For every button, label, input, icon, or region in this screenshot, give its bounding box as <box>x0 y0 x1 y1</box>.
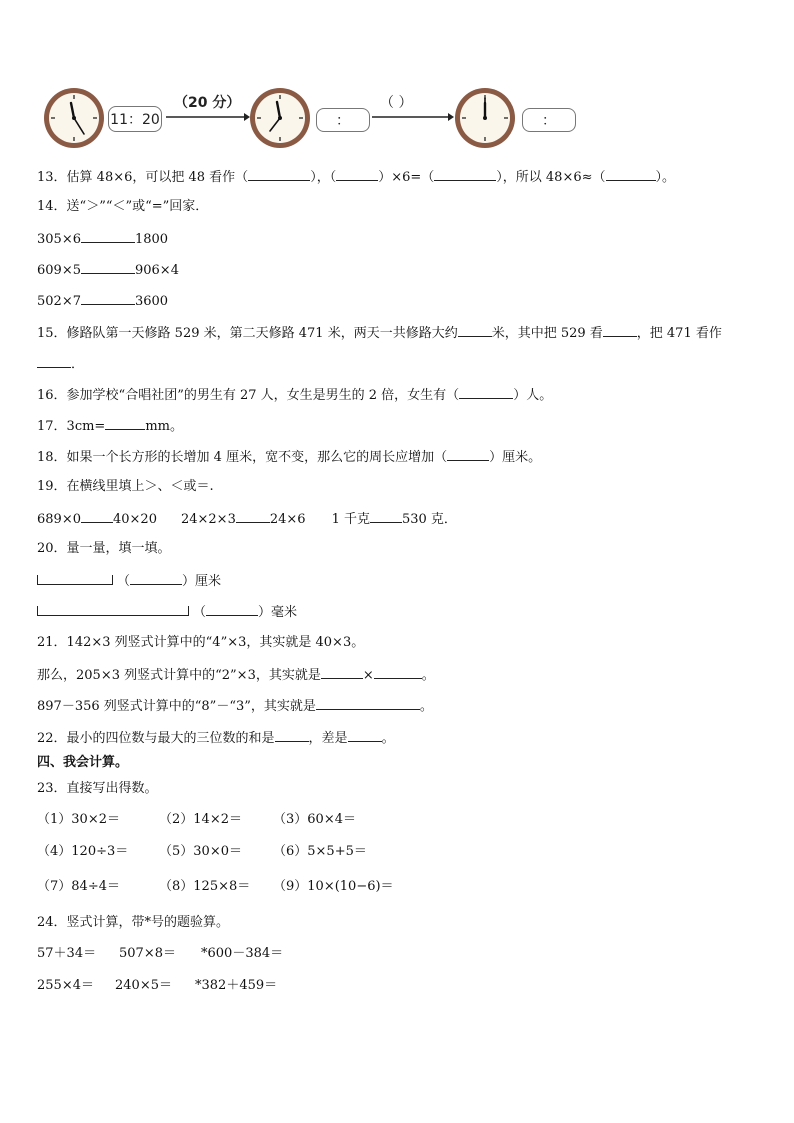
section-4-title: 四、我会计算。 <box>37 755 129 770</box>
q14-row-2-right: 906×4 <box>134 263 179 278</box>
clock-problem-row <box>42 86 602 152</box>
clock-icon-3 <box>453 86 517 150</box>
question-21-line-3 <box>37 696 433 716</box>
q14-blank-2[interactable] <box>81 260 135 274</box>
q21-line-3-b: 。 <box>419 699 433 714</box>
q23-item-7: （7）84÷4＝ <box>37 879 120 894</box>
q13-text-c: ）×6=（ <box>378 170 435 185</box>
q14-row-3-right: 3600 <box>134 294 169 309</box>
q24-item-4: 255×4＝ <box>37 978 94 993</box>
question-21-line-2 <box>37 665 435 685</box>
q21-blank-3[interactable] <box>316 696 420 710</box>
q23-row-2 <box>37 843 367 861</box>
q15-text-b: 米，其中把 529 看 <box>491 326 603 341</box>
q23-item-3: （3）60×4＝ <box>273 812 356 827</box>
question-15-cont <box>37 354 84 374</box>
q23-item-4: （4）120÷3＝ <box>37 844 129 859</box>
ruler-segment-long <box>37 603 189 616</box>
q13-blank-3[interactable] <box>434 167 496 181</box>
q22-text-b: ，差是 <box>308 731 348 746</box>
question-22 <box>37 728 395 748</box>
q19-item-2-right: 24×6 <box>269 512 306 527</box>
question-17 <box>37 416 183 436</box>
q15-text-d: ． <box>71 357 85 372</box>
q13-blank-4[interactable] <box>606 167 656 181</box>
q19-blank-2[interactable] <box>236 509 270 523</box>
q22-blank-2[interactable] <box>348 728 382 742</box>
q16-text-a: 16．参加学校“合唱社团”的男生有 27 人，女生是男生的 2 倍，女生有（ <box>37 388 460 403</box>
clock-icon-2 <box>248 86 312 150</box>
q15-blank-3[interactable] <box>37 354 71 368</box>
q24-item-3: *600－384＝ <box>201 946 284 961</box>
q24-item-1: 57＋34＝ <box>37 946 97 961</box>
q13-text-b: ），（ <box>310 170 337 185</box>
question-23-title: 23．直接写出得数。 <box>37 781 158 796</box>
clock-icon-1 <box>42 86 106 150</box>
q21-line-3-a: 897－356 列竖式计算中的“8”－“3”，其实就是 <box>37 699 316 714</box>
q24-item-5: 240×5＝ <box>115 978 172 993</box>
question-20-title: 20．量一量，填一填。 <box>37 541 171 556</box>
interval-label-2: （ ） <box>380 95 413 111</box>
q19-item-2-left: 24×2×3 <box>180 512 236 527</box>
q22-text-a: 22．最小的四位数与最大的三位数的和是 <box>37 731 275 746</box>
q20-row-1-open: （ <box>117 574 131 589</box>
q22-blank-1[interactable] <box>275 728 309 742</box>
arrow-icon-2 <box>372 112 454 122</box>
q21-blank-2[interactable] <box>374 665 422 679</box>
q20-blank-2[interactable] <box>206 602 258 616</box>
q20-row-1 <box>37 571 221 591</box>
question-14-title: 14．送“＞”“＜”或“=”回家． <box>37 199 209 214</box>
q13-text-e: ）。 <box>655 170 676 185</box>
q21-line-2-c: 。 <box>421 668 435 683</box>
q13-blank-1[interactable] <box>248 167 310 181</box>
q17-text-b: mm。 <box>145 419 183 434</box>
q20-row-1-close: ）厘米 <box>182 574 222 589</box>
q19-blank-1[interactable] <box>81 509 113 523</box>
question-24-title: 24．竖式计算，带*号的题验算。 <box>37 915 230 930</box>
q23-item-8: （8）125×8＝ <box>159 879 251 894</box>
q14-row-1-left: 305×6 <box>37 232 81 247</box>
q14-blank-3[interactable] <box>81 291 135 305</box>
arrow-icon-1 <box>166 112 250 122</box>
q17-blank[interactable] <box>105 416 145 430</box>
q21-blank-1[interactable] <box>321 665 363 679</box>
q14-row-3-left: 502×7 <box>37 294 81 309</box>
q20-row-2-open: （ <box>193 605 207 620</box>
question-13 <box>37 167 675 187</box>
q20-blank-1[interactable] <box>130 571 182 585</box>
q22-text-c: 。 <box>381 731 395 746</box>
q14-row-1-right: 1800 <box>134 232 169 247</box>
q15-blank-1[interactable] <box>458 323 492 337</box>
interval-label-1: （20 分） <box>174 95 241 111</box>
q14-row-3 <box>37 291 168 311</box>
q20-row-2 <box>37 602 297 622</box>
q14-row-1 <box>37 229 168 249</box>
q19-item-3-left: 1 千克 <box>331 512 370 527</box>
ruler-segment-short <box>37 572 113 585</box>
q14-blank-1[interactable] <box>81 229 135 243</box>
q24-item-6: *382＋459＝ <box>195 978 278 993</box>
q20-row-2-close: ）毫米 <box>258 605 298 620</box>
q14-row-2-left: 609×5 <box>37 263 81 278</box>
q18-text-b: ）厘米。 <box>489 450 542 465</box>
q23-item-5: （5）30×0＝ <box>159 844 242 859</box>
q19-item-1-left: 689×0 <box>37 512 81 527</box>
q16-blank[interactable] <box>459 385 513 399</box>
time-box-2: ： <box>316 108 370 132</box>
q18-text-a: 18．如果一个长方形的长增加 4 厘米，宽不变，那么它的周长应增加（ <box>37 450 448 465</box>
q23-item-6: （6）5×5+5＝ <box>273 844 367 859</box>
q23-row-3 <box>37 878 394 896</box>
q23-item-1: （1）30×2＝ <box>37 812 120 827</box>
q17-text-a: 17．3cm= <box>37 419 106 434</box>
q21-line-2-b: × <box>362 668 374 683</box>
time-box-1: 11：20 <box>108 106 162 132</box>
question-18 <box>37 447 541 467</box>
q24-row-2 <box>37 977 277 995</box>
q19-row <box>37 509 457 529</box>
q19-item-1-right: 40×20 <box>112 512 157 527</box>
question-16 <box>37 385 552 405</box>
q24-item-2: 507×8＝ <box>119 946 176 961</box>
question-15 <box>37 323 722 343</box>
q15-text-c: ，把 471 看作 <box>636 326 722 341</box>
time-box-3: ： <box>522 108 576 132</box>
q16-text-b: ）人。 <box>513 388 553 403</box>
question-19-title: 19．在横线里填上＞、＜或＝. <box>37 479 214 494</box>
q13-blank-2[interactable] <box>336 167 378 181</box>
q13-text-a: 13．估算 48×6，可以把 48 看作（ <box>37 170 249 185</box>
q24-row-1 <box>37 945 283 963</box>
q13-text-d: ），所以 48×6≈（ <box>496 170 606 185</box>
q18-blank[interactable] <box>447 447 489 461</box>
q23-item-9: （9）10×(10−6)＝ <box>273 879 394 894</box>
q23-row-1 <box>37 811 356 829</box>
q19-item-3-right: 530 克． <box>401 512 457 527</box>
q15-blank-2[interactable] <box>603 323 637 337</box>
q23-item-2: （2）14×2＝ <box>159 812 242 827</box>
q14-row-2 <box>37 260 179 280</box>
question-21-line-1: 21．142×3 列竖式计算中的“4”×3，其实就是 40×3。 <box>37 635 365 650</box>
q21-line-2-a: 那么，205×3 列竖式计算中的“2”×3，其实就是 <box>37 668 321 683</box>
q19-blank-3[interactable] <box>370 509 402 523</box>
q15-text-a: 15．修路队第一天修路 529 米，第二天修路 471 米，两天一共修路大约 <box>37 326 458 341</box>
